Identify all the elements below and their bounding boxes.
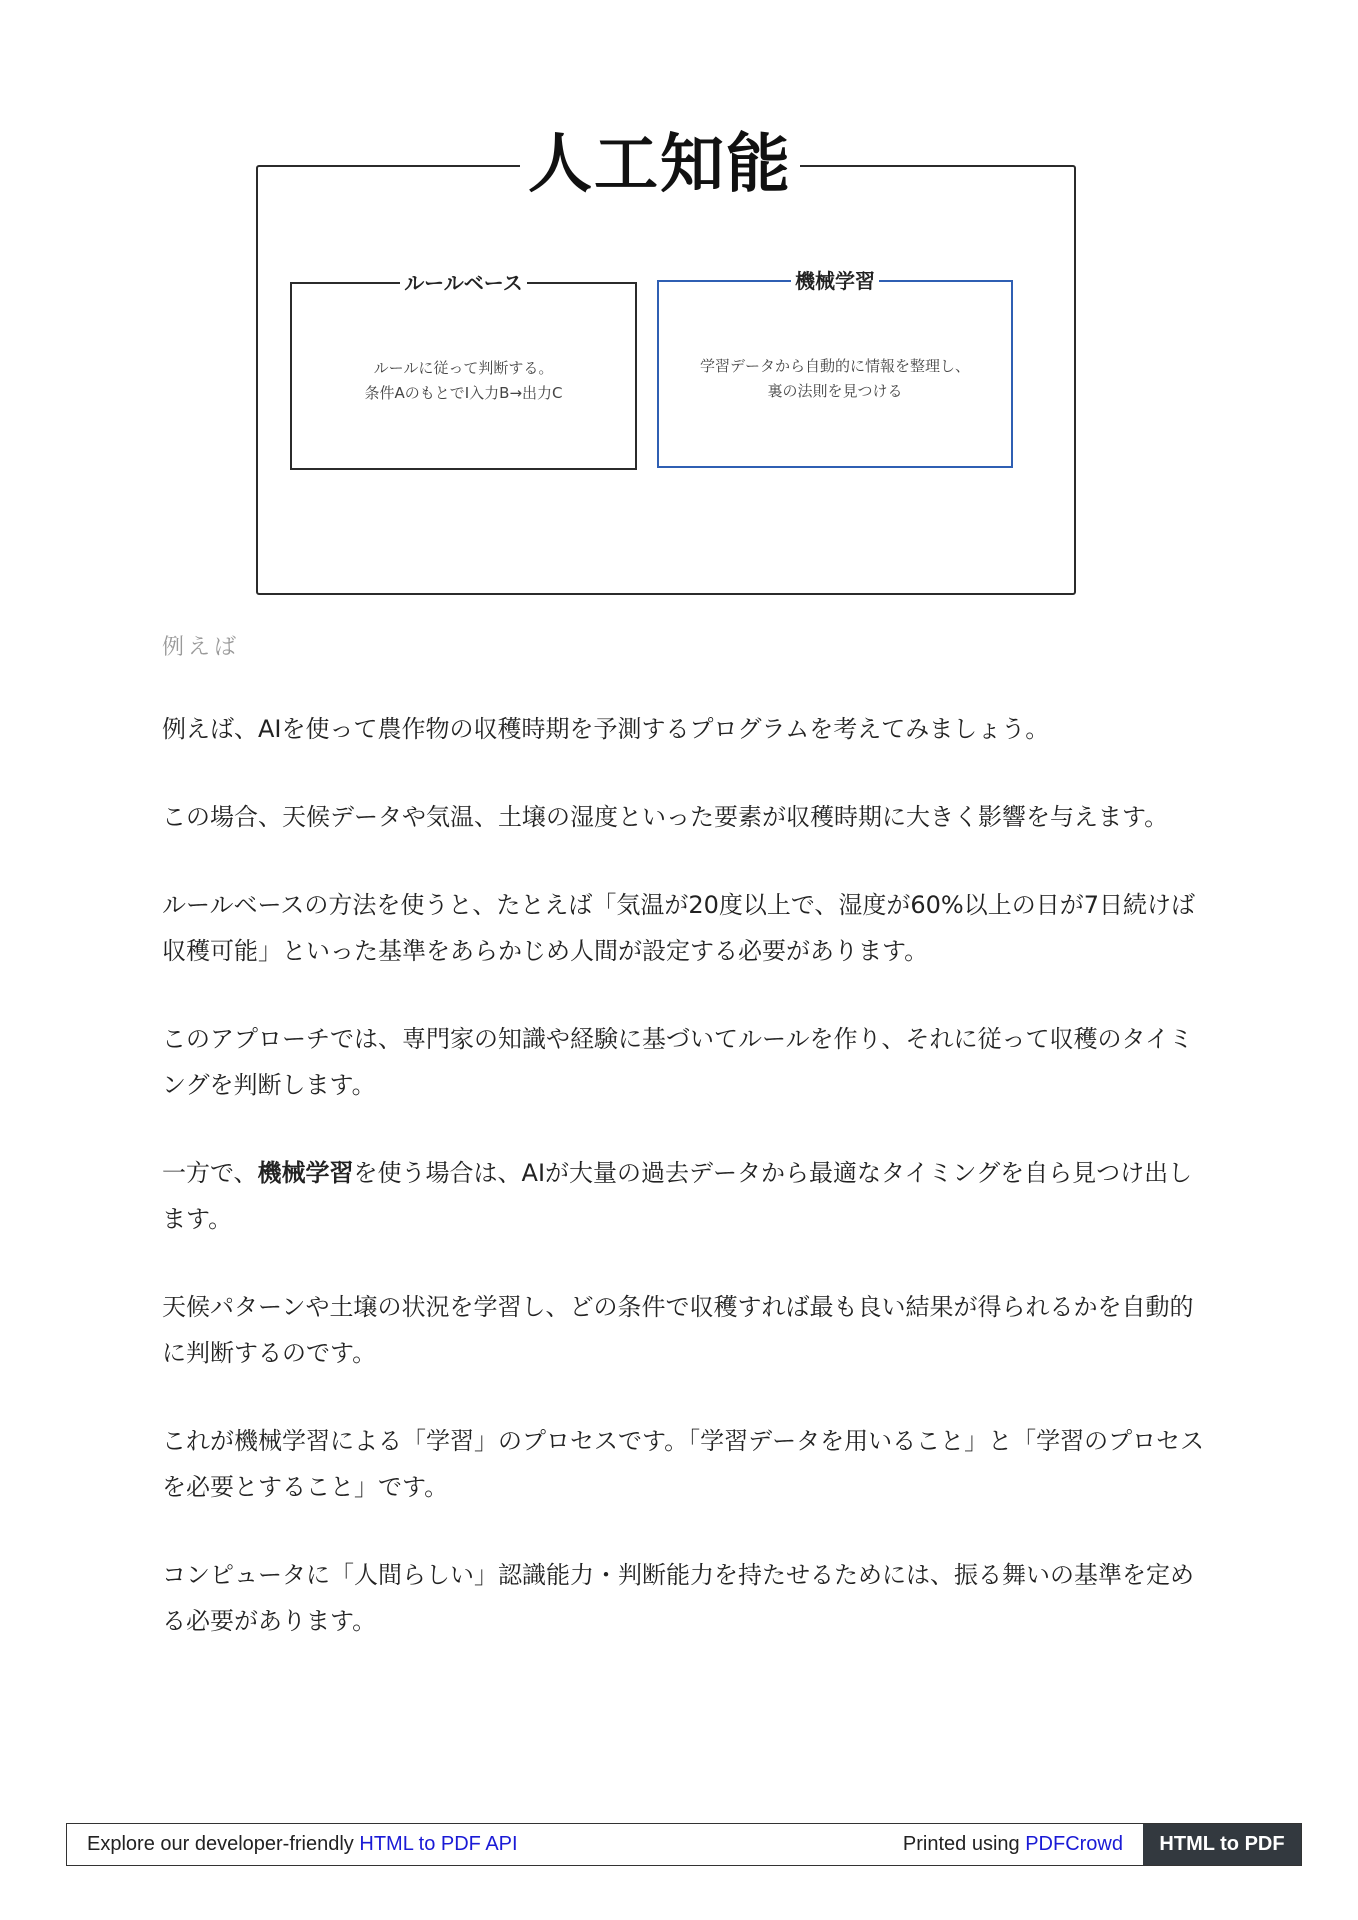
rule-based-box (290, 271, 637, 470)
paragraph-7: これが機械学習による「学習」のプロセスです。「学習データを用いること」と「学習のプロセスを必要とすること」です。 (162, 1427, 1205, 1501)
pdfcrowd-footer (66, 1823, 1302, 1866)
paragraph-1: 例えば、AIを使って農作物の収穫時期を予測するプログラムを考えてみましょう。 (162, 715, 1050, 743)
machine-learning-title: 機械学習 (791, 269, 879, 293)
diagram-title: 人工知能 (520, 120, 800, 210)
bold-term: 機械学習 (257, 1159, 354, 1187)
paragraph-8: コンピュータに「人間らしい」認識能力・判断能力を持たせるためには、振る舞いの基準を定める必要があります。 (162, 1561, 1194, 1635)
article-body (162, 706, 1212, 1686)
html-to-pdf-button[interactable]: HTML to PDF (1143, 1824, 1301, 1865)
machine-learning-box (657, 269, 1013, 468)
rule-based-line-1: ルールに従って判断する。 (373, 359, 554, 377)
rule-based-description (292, 356, 635, 406)
html-to-pdf-api-link[interactable]: HTML to PDF API (359, 1833, 518, 1855)
paragraph-3: ルールベースの方法を使うと、たとえば「気温が20度以上で、湿度が60%以上の日が7日続けば収穫可能」といった基準をあらかじめ人間が設定する必要があります。 (162, 891, 1195, 965)
paragraph-6: 天候パターンや土壌の状況を学習し、どの条件で収穫すれば最も良い結果が得られるかを自動的に判断するのです。 (162, 1293, 1194, 1367)
paragraph-4: このアプローチでは、専門家の知識や経験に基づいてルールを作り、それに従って収穫のタイミングを判断します。 (162, 1025, 1194, 1099)
paragraph-2: この場合、天候データや気温、土壌の湿度といった要素が収穫時期に大きく影響を与えます。 (162, 803, 1169, 831)
footer-printed: Printed using PDFCrowd (902, 1833, 1123, 1855)
rule-based-line-2: 条件AのもとでI入力B→出力C (364, 384, 563, 402)
pdfcrowd-link[interactable]: PDFCrowd (1025, 1833, 1123, 1855)
footer-explore: Explore our developer-friendly HTML to PDF API (87, 1833, 518, 1855)
ai-diagram (0, 0, 1358, 660)
machine-learning-line-2: 裏の法則を見つける (767, 382, 903, 400)
machine-learning-description (659, 354, 1011, 404)
paragraph-5: 一方で、機械学習を使う場合は、AIが大量の過去データから最適なタイミングを自ら見つけ出します。 (162, 1159, 1193, 1233)
rule-based-title: ルールベース (400, 271, 527, 295)
clipped-text: 例えば (162, 635, 241, 660)
machine-learning-line-1: 学習データから自動的に情報を整理し、 (699, 357, 970, 375)
